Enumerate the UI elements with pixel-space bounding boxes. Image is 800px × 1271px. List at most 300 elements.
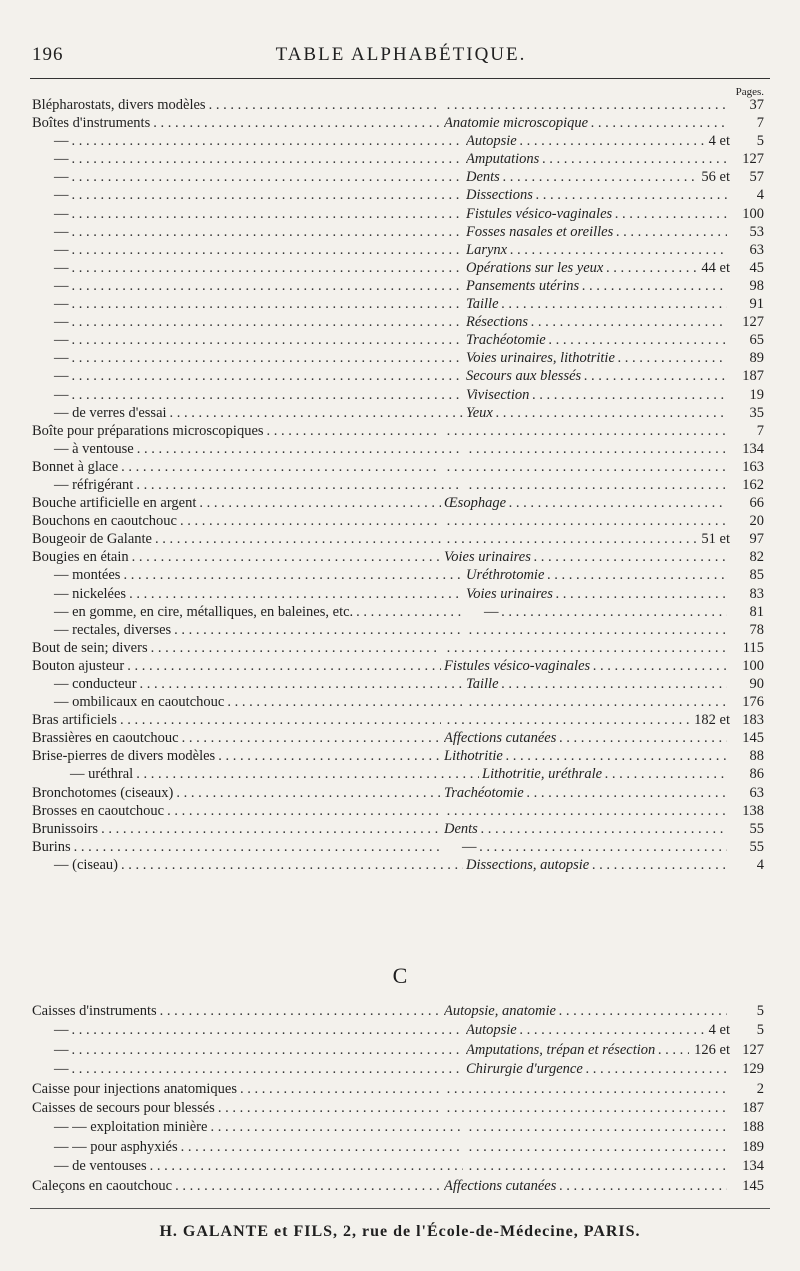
dot-leader <box>447 512 727 530</box>
dot-leader <box>153 114 441 132</box>
dot-leader <box>582 277 727 295</box>
entry-term: Caleçons en caoutchouc <box>32 1177 173 1194</box>
dot-leader <box>496 404 727 422</box>
entry-page: 7 <box>756 422 764 439</box>
dot-leader <box>72 349 464 367</box>
entry-reference: Dissections <box>466 187 533 204</box>
entry-term: — <box>54 1041 69 1058</box>
dot-leader <box>160 1002 441 1020</box>
dot-leader <box>618 349 727 367</box>
dot-leader <box>469 693 727 711</box>
entry-reference: Fistules vésico-vaginales <box>444 657 591 674</box>
entry-term-cell <box>32 132 466 150</box>
entry-extra-page: 182 et <box>694 712 730 729</box>
dot-leader <box>615 205 727 223</box>
entry-page: 19 <box>749 386 764 403</box>
entry-term: — <box>54 133 69 150</box>
entry-ref-cell <box>466 295 764 313</box>
entry-term-cell <box>32 603 466 621</box>
entry-term-cell <box>32 1041 466 1059</box>
index-entry <box>32 729 764 747</box>
index-entry <box>32 693 764 711</box>
index-entry <box>32 711 764 729</box>
dot-leader <box>170 404 463 422</box>
entry-page: 86 <box>749 766 764 783</box>
index-entry <box>32 331 764 349</box>
entry-term: — <box>54 151 69 168</box>
dot-leader <box>174 621 463 639</box>
entry-ref-cell <box>444 96 764 114</box>
entry-term-cell <box>32 1080 444 1098</box>
page-title: TABLE ALPHABÉTIQUE. <box>275 44 527 65</box>
entry-ref-cell <box>444 711 764 729</box>
dot-leader <box>199 494 441 512</box>
entry-term: — <box>54 277 69 294</box>
entry-term-cell <box>32 331 466 349</box>
entry-term-cell <box>32 259 466 277</box>
entry-term-cell <box>32 186 466 204</box>
entry-term: Bougeoir de Galante <box>32 531 152 548</box>
footer-rule <box>30 1208 770 1209</box>
dot-leader <box>469 1157 727 1175</box>
entry-page: 163 <box>742 458 764 475</box>
entry-ref-cell <box>444 1002 764 1020</box>
entry-ref-cell <box>466 1157 764 1175</box>
entry-page: 127 <box>742 1041 764 1058</box>
entry-reference: Voies urinaires <box>444 549 531 566</box>
entry-page: 145 <box>742 730 764 747</box>
entry-ref-cell <box>466 331 764 349</box>
entry-page: 88 <box>749 748 764 765</box>
section-c-entries <box>32 1002 764 1196</box>
dot-leader <box>520 1021 704 1039</box>
entry-reference: Amputations, trépan et résection <box>466 1041 656 1058</box>
entry-reference: Pansements utérins <box>466 277 580 294</box>
entry-term: — — exploitation minière <box>54 1119 208 1136</box>
entry-ref-cell <box>466 1118 764 1136</box>
entry-ref-cell <box>444 747 764 765</box>
entry-page: 145 <box>742 1177 764 1194</box>
dot-leader <box>502 675 727 693</box>
entry-term: — <box>54 1022 69 1039</box>
dot-leader <box>209 96 441 114</box>
entry-term-cell <box>32 512 444 530</box>
entry-page: 55 <box>749 820 764 837</box>
entry-term: Burins <box>32 838 71 855</box>
entry-term-cell <box>32 675 466 693</box>
dot-leader <box>447 530 696 548</box>
entry-page: 134 <box>742 1158 764 1175</box>
dot-leader <box>72 1060 464 1078</box>
dot-leader <box>520 132 704 150</box>
entry-page: 97 <box>749 531 764 548</box>
entry-reference: Taille <box>466 676 499 692</box>
entry-page: 5 <box>756 1022 764 1039</box>
entry-term: Brise-pierres de divers modèles <box>32 748 216 765</box>
dot-leader <box>509 494 727 512</box>
index-entry <box>32 168 764 186</box>
entry-page: 100 <box>742 205 764 222</box>
dot-leader <box>150 1157 463 1175</box>
index-entry <box>32 657 764 675</box>
index-entry <box>32 1041 764 1060</box>
entry-term-cell <box>32 1118 466 1136</box>
entry-term-cell <box>32 295 466 313</box>
entry-term: — ombilicaux en caoutchouc <box>54 694 225 711</box>
entry-ref-cell <box>444 422 764 440</box>
entry-page: 37 <box>749 97 764 113</box>
dot-leader <box>182 729 441 747</box>
dot-leader <box>556 585 727 603</box>
dot-leader <box>559 1177 727 1195</box>
dot-leader <box>181 1138 463 1156</box>
entry-page: 63 <box>749 241 764 258</box>
index-entry <box>32 621 764 639</box>
entry-ref-cell <box>444 838 764 856</box>
entry-term: Boîtes d'instruments <box>32 115 151 132</box>
entry-reference: Yeux <box>466 404 493 421</box>
dot-leader <box>127 657 441 675</box>
index-entry <box>32 1118 764 1137</box>
entry-term-cell <box>32 205 466 223</box>
entry-reference: Vivisection <box>466 386 530 403</box>
dot-leader <box>72 223 464 241</box>
dot-leader <box>447 458 727 476</box>
dot-leader <box>658 1041 689 1059</box>
entry-ref-cell <box>466 1060 764 1078</box>
entry-reference: Affections cutanées <box>444 1177 557 1194</box>
entry-term: Caisses de secours pour blessés <box>32 1099 215 1116</box>
index-entry <box>32 548 764 566</box>
section-letter: C <box>392 963 408 988</box>
entry-extra-page: 44 et <box>701 259 730 276</box>
entry-reference: — <box>462 838 477 855</box>
entry-reference: Larynx <box>466 241 508 258</box>
entry-ref-cell <box>466 440 764 458</box>
entry-term-cell <box>32 1060 466 1078</box>
entry-term-cell <box>32 802 444 820</box>
entry-page: 188 <box>742 1119 764 1136</box>
entry-page: 134 <box>742 440 764 457</box>
entry-reference: Lithotritie, uréthrale <box>482 766 603 783</box>
entry-page: 7 <box>756 115 764 132</box>
entry-term: — <box>54 259 69 276</box>
entry-reference: Anatomie microscopique <box>444 115 589 132</box>
entry-term: Bouchons en caoutchouc <box>32 513 177 530</box>
dot-leader <box>101 820 441 838</box>
entry-page: 129 <box>742 1061 764 1078</box>
dot-leader <box>606 259 696 277</box>
entry-term-cell <box>32 585 466 603</box>
entry-ref-cell <box>444 802 764 820</box>
entry-reference: Œsophage <box>444 495 507 512</box>
dot-leader <box>356 603 463 621</box>
index-entry <box>32 367 764 385</box>
entry-ref-cell <box>466 259 764 277</box>
dot-leader <box>218 1099 441 1117</box>
dot-leader <box>267 422 441 440</box>
entry-reference: Secours aux blessés <box>466 368 582 385</box>
entry-page: 98 <box>749 277 764 294</box>
entry-term: Bras artificiels <box>32 712 117 729</box>
entry-ref-cell <box>466 168 764 186</box>
entry-reference: Taille <box>466 296 499 313</box>
entry-ref-cell <box>444 1177 764 1195</box>
entry-term-cell <box>32 313 466 331</box>
entry-term-cell <box>32 711 444 729</box>
dot-leader <box>502 603 728 621</box>
entry-page: 66 <box>749 495 764 512</box>
entry-ref-cell <box>466 186 764 204</box>
entry-page: 115 <box>742 639 764 656</box>
entry-term-cell <box>32 1099 444 1117</box>
entry-page: 57 <box>749 169 764 186</box>
entry-page: 35 <box>749 404 764 421</box>
entry-term: — réfrigérant <box>54 476 134 493</box>
index-entry <box>32 186 764 204</box>
index-entry <box>32 585 764 603</box>
dot-leader <box>469 1118 727 1136</box>
index-entry <box>32 856 764 874</box>
index-entry <box>32 440 764 458</box>
entry-page: 4 <box>756 856 764 873</box>
entry-term-cell <box>32 1002 444 1020</box>
dot-leader <box>136 476 463 494</box>
entry-term: — rectales, diverses <box>54 621 172 638</box>
dot-leader <box>72 205 464 223</box>
entry-term: — <box>54 205 69 222</box>
entry-ref-cell <box>466 566 764 584</box>
entry-ref-cell <box>466 277 764 295</box>
page-header <box>32 44 770 72</box>
entry-term-cell <box>32 150 466 168</box>
entry-term-cell <box>32 168 466 186</box>
dot-leader <box>469 440 727 458</box>
index-entry <box>32 295 764 313</box>
entry-ref-cell <box>444 639 764 657</box>
index-entry <box>32 1080 764 1099</box>
dot-leader <box>506 747 727 765</box>
entry-page: 5 <box>756 1003 764 1019</box>
dot-leader <box>547 566 727 584</box>
index-entry <box>32 765 764 783</box>
dot-leader <box>591 114 727 132</box>
entry-term-cell <box>32 476 466 494</box>
dot-leader <box>227 693 463 711</box>
entry-reference: Voies urinaires <box>466 585 553 602</box>
entry-extra-page: 126 et <box>694 1041 730 1058</box>
entry-ref-cell <box>482 765 764 783</box>
entry-term-cell <box>32 494 444 512</box>
dot-leader <box>447 1099 727 1117</box>
entry-extra-page: 4 et <box>708 133 730 150</box>
dot-leader <box>120 711 441 729</box>
entry-term: Caisse pour injections anatomiques <box>32 1080 237 1097</box>
entry-reference: Lithotritie <box>444 748 503 765</box>
entry-page: 89 <box>749 350 764 367</box>
entry-term: — à ventouse <box>54 440 134 457</box>
entry-term-cell <box>32 349 466 367</box>
entry-ref-cell <box>466 675 764 693</box>
entry-ref-cell <box>466 1138 764 1156</box>
entry-ref-cell <box>466 241 764 259</box>
entry-term-cell <box>32 765 482 783</box>
entry-reference: Trachéotomie <box>466 332 546 349</box>
entry-term-cell <box>32 820 444 838</box>
entry-term-cell <box>32 422 444 440</box>
entry-ref-cell <box>444 114 764 132</box>
dot-leader <box>72 168 464 186</box>
dot-leader <box>447 96 727 114</box>
entry-term: — <box>54 1061 69 1078</box>
dot-leader <box>210 1118 463 1136</box>
entry-extra-page: 51 et <box>701 531 730 548</box>
dot-leader <box>72 132 464 150</box>
entry-ref-cell <box>466 585 764 603</box>
entry-term: — montées <box>54 567 121 584</box>
entry-page: 100 <box>742 657 764 674</box>
entry-ref-cell <box>466 205 764 223</box>
entry-reference: Autopsie, anatomie <box>444 1003 556 1019</box>
entry-ref-cell <box>466 223 764 241</box>
entry-extra-page: 56 et <box>701 169 730 186</box>
entry-ref-cell <box>444 530 764 548</box>
entry-term-cell <box>32 114 444 132</box>
entry-page: 176 <box>742 694 764 711</box>
entry-term: — <box>54 296 69 313</box>
index-entry <box>32 422 764 440</box>
entry-term-cell <box>32 386 466 404</box>
entry-term: Brunissoirs <box>32 820 99 837</box>
entry-page: 183 <box>742 712 764 729</box>
dot-leader <box>151 639 441 657</box>
dot-leader <box>121 856 463 874</box>
dot-leader <box>469 476 727 494</box>
dot-leader <box>72 331 464 349</box>
index-entry <box>32 458 764 476</box>
entry-reference: — <box>484 603 499 620</box>
entry-term: — <box>54 187 69 204</box>
entry-term-cell <box>32 856 466 874</box>
index-entry <box>32 802 764 820</box>
entry-ref-cell <box>466 693 764 711</box>
entry-reference: Trachéotomie <box>444 784 524 801</box>
dot-leader <box>532 386 727 404</box>
entry-ref-cell <box>466 132 764 150</box>
entry-reference: Dissections, autopsie <box>466 856 590 873</box>
entry-term-cell <box>32 784 444 802</box>
entry-term-cell <box>32 440 466 458</box>
entry-term: — <box>54 241 69 258</box>
index-entry <box>32 1177 764 1196</box>
entry-reference: Opérations sur les yeux <box>466 259 604 276</box>
index-entry <box>32 386 764 404</box>
dot-leader <box>447 802 727 820</box>
entry-page: 91 <box>749 296 764 313</box>
entry-page: 55 <box>749 838 764 855</box>
entry-ref-cell <box>444 548 764 566</box>
dot-leader <box>72 386 464 404</box>
dot-leader <box>531 313 727 331</box>
index-entry <box>32 1157 764 1176</box>
entry-term: Bonnet à glace <box>32 458 119 475</box>
entry-term: — nickelées <box>54 585 127 602</box>
entry-ref-cell <box>466 603 764 621</box>
entry-term-cell <box>32 639 444 657</box>
entry-term-cell <box>32 838 444 856</box>
entry-term: Brassières en caoutchouc <box>32 730 179 747</box>
entry-term: — uréthral <box>70 766 134 783</box>
dot-leader <box>549 331 727 349</box>
entry-term: — <box>54 169 69 186</box>
entry-ref-cell <box>466 856 764 874</box>
entry-reference: Autopsie <box>466 133 517 150</box>
index-entry <box>32 404 764 422</box>
dot-leader <box>469 1138 727 1156</box>
index-entry <box>32 223 764 241</box>
entry-page: 127 <box>742 151 764 168</box>
entry-term-cell <box>32 1157 466 1175</box>
dot-leader <box>72 150 464 168</box>
entry-term-cell <box>32 1177 444 1195</box>
entry-page: 4 <box>756 187 764 204</box>
entry-page: 5 <box>756 133 764 150</box>
index-entry <box>32 784 764 802</box>
dot-leader <box>74 838 441 856</box>
entry-ref-cell <box>444 1099 764 1117</box>
dot-leader <box>72 313 464 331</box>
entry-term-cell <box>32 729 444 747</box>
entry-term-cell <box>32 566 466 584</box>
entry-term-cell <box>32 96 444 114</box>
dot-leader <box>72 367 464 385</box>
publisher-footer: H. GALANTE et FILS, 2, rue de l'École-de-Médecine, PARIS. <box>159 1223 641 1240</box>
entry-ref-cell <box>466 313 764 331</box>
index-entry <box>32 530 764 548</box>
index-entry <box>32 349 764 367</box>
entry-reference: Affections cutanées <box>444 730 557 747</box>
entry-reference: Résections <box>466 314 529 331</box>
index-entry <box>32 132 764 150</box>
dot-leader <box>72 1041 464 1059</box>
index-entry <box>32 639 764 657</box>
entry-term: — <box>54 368 69 385</box>
entry-page: 82 <box>749 549 764 566</box>
index-entry <box>32 114 764 132</box>
dot-leader <box>175 1177 441 1195</box>
dot-leader <box>480 838 728 856</box>
dot-leader <box>137 440 463 458</box>
index-entry <box>32 566 764 584</box>
entry-term-cell <box>32 657 444 675</box>
dot-leader <box>72 241 464 259</box>
entry-term: — en gomme, en cire, métalliques, en baleines, etc. <box>54 603 354 620</box>
entry-page: 162 <box>742 476 764 493</box>
entry-page: 81 <box>749 603 764 620</box>
entry-reference: Uréthrotomie <box>466 567 545 584</box>
entry-page: 45 <box>749 259 764 276</box>
entry-reference: Voies urinaires, lithotritie <box>466 350 615 367</box>
entry-term: Caisses d'instruments <box>32 1003 157 1019</box>
entry-term: Bouton ajusteur <box>32 657 125 674</box>
entry-ref-cell <box>466 404 764 422</box>
dot-leader <box>72 277 464 295</box>
dot-leader <box>447 711 689 729</box>
dot-leader <box>586 1060 727 1078</box>
dot-leader <box>218 747 441 765</box>
dot-leader <box>136 765 479 783</box>
entry-ref-cell <box>466 621 764 639</box>
